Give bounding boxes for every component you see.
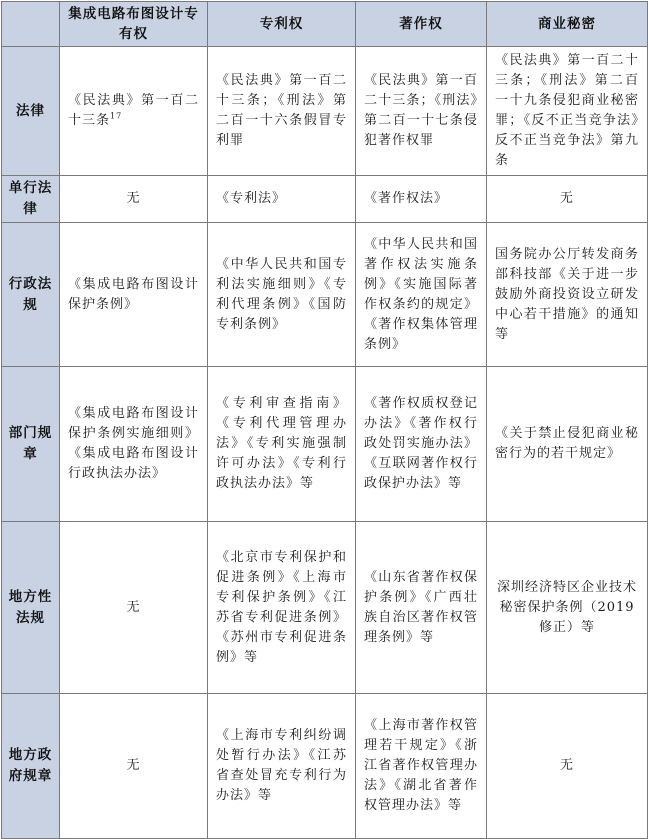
table-row-local-regulation bbox=[2, 522, 648, 694]
table-cell: 《著作权质权登记办法》《著作权行政处罚实施办法》《互联网著作权行政保护办法》等 bbox=[356, 367, 487, 522]
row-header-local-regulation: 地方性法规 bbox=[2, 522, 60, 694]
column-header-trade-secret: 商业秘密 bbox=[487, 2, 648, 47]
table-cell: 《集成电路布图设计保护条例》 bbox=[60, 223, 208, 367]
row-header-law: 法律 bbox=[2, 47, 60, 176]
ip-law-table bbox=[1, 1, 648, 839]
column-header-ic-layout: 集成电路布图设计专有权 bbox=[60, 2, 208, 47]
table-row-local-gov-rule bbox=[2, 694, 648, 839]
table-row-statute bbox=[2, 176, 648, 223]
row-header-local-gov-rule: 地方政府规章 bbox=[2, 694, 60, 839]
cell-text: 《民法典》第一百二十三条 bbox=[68, 93, 199, 128]
table-cell: 《关于禁止侵犯商业秘密行为的若干规定》 bbox=[487, 367, 648, 522]
table-cell: 《山东省著作权保护条例》《广西壮族自治区著作权管理条例》等 bbox=[356, 522, 487, 694]
table-cell: 《集成电路布图设计保护条例实施细则》《集成电路布图设计行政执法办法》 bbox=[60, 367, 208, 522]
table-row-admin-regulation bbox=[2, 223, 648, 367]
column-header-patent: 专利权 bbox=[208, 2, 356, 47]
table-cell: 《中华人民共和国著作权法实施条例》《实施国际著作权条约的规定》《著作权集体管理条例》 bbox=[356, 223, 487, 367]
column-header-copyright: 著作权 bbox=[356, 2, 487, 47]
table-cell: 《专利审查指南》《专利代理管理办法》《专利实施强制许可办法》《专利行政执法办法》等 bbox=[208, 367, 356, 522]
table-cell: 《专利法》 bbox=[208, 176, 356, 223]
header-row bbox=[2, 2, 648, 47]
footnote-marker: 17 bbox=[110, 111, 123, 121]
table-cell: 《民法典》第一百二十三条；《刑法》第二百一十九条侵犯商业秘密罪；《反不正当竞争法》反不正当竞争法》第九条 bbox=[487, 47, 648, 176]
table-cell: 无 bbox=[487, 176, 648, 223]
table-cell: 《上海市专利纠纷调处暂行办法》《江苏省查处冒充专利行为办法》等 bbox=[208, 694, 356, 839]
table-row-law bbox=[2, 47, 648, 176]
table-cell: 无 bbox=[60, 522, 208, 694]
row-header-dept-rule: 部门规章 bbox=[2, 367, 60, 522]
table-cell: 无 bbox=[487, 694, 648, 839]
table-cell: 《著作权法》 bbox=[356, 176, 487, 223]
table-cell: 《上海市著作权管理若干规定》《浙江省著作权管理办法》《湖北省著作权管理办法》等 bbox=[356, 694, 487, 839]
table-cell bbox=[60, 47, 208, 176]
table-cell: 《中华人民共和国专利法实施细则》《专利代理条例》《国防专利条例》 bbox=[208, 223, 356, 367]
table-row-dept-rule bbox=[2, 367, 648, 522]
table-cell: 无 bbox=[60, 176, 208, 223]
row-header-statute: 单行法律 bbox=[2, 176, 60, 223]
table-cell: 《民法典》第一百二十三条；《刑法》第二百一十六条假冒专利罪 bbox=[208, 47, 356, 176]
corner-header bbox=[2, 2, 60, 47]
table-cell: 《北京市专利保护和促进条例》《上海市专利保护条例》《江苏省专利促进条例》《苏州市专利促进条例》等 bbox=[208, 522, 356, 694]
table-cell: 无 bbox=[60, 694, 208, 839]
table-cell: 深圳经济特区企业技术秘密保护条例（2019修正）等 bbox=[487, 522, 648, 694]
table-cell: 国务院办公厅转发商务部科技部《关于进一步鼓励外商投资设立研发中心若干措施》的通知等 bbox=[487, 223, 648, 367]
table-cell: 《民法典》第一百二十三条；《刑法》第二百一十七条侵犯著作权罪 bbox=[356, 47, 487, 176]
row-header-admin-regulation: 行政法规 bbox=[2, 223, 60, 367]
